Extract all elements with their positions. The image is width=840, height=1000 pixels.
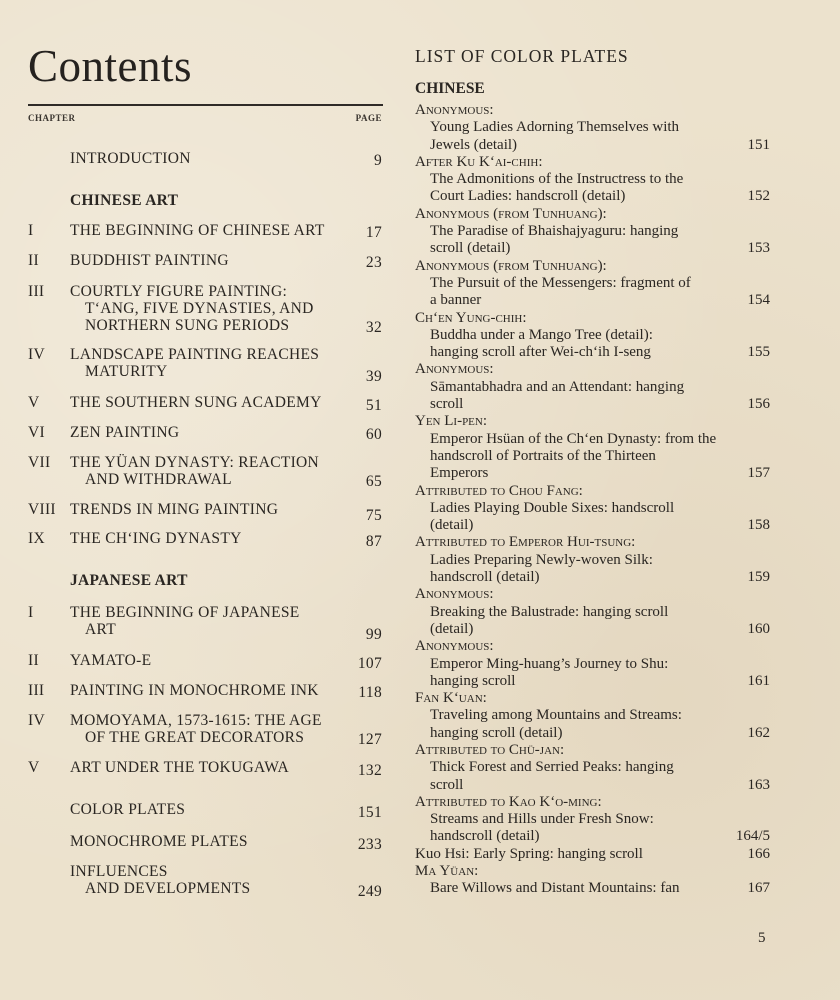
plate-number: 153 [747, 240, 770, 257]
toc-entry-number: VII [28, 454, 51, 471]
plate-description: Ladies Playing Double Sixes: handscroll [430, 499, 675, 516]
plate-entry [415, 638, 770, 690]
plate-description-end: Kuo Hsi: Early Spring: hanging scroll [415, 845, 643, 862]
toc-entry-title: ART UNDER THE TOKUGAWA [70, 759, 289, 776]
section-heading-chinese-art: CHINESE ART [70, 192, 179, 209]
plate-entry [415, 206, 770, 258]
toc-entry-number: IX [28, 530, 45, 547]
toc-entry-page: 75 [365, 507, 382, 524]
plate-description-end: handscroll (detail) [430, 569, 540, 586]
plate-entry [415, 846, 770, 863]
plate-last-line [415, 569, 770, 586]
plate-entry [415, 534, 770, 586]
color-plates-list [415, 102, 770, 898]
plate-description: Young Ladies Adorning Themselves with [430, 119, 680, 136]
plate-last-line [415, 880, 770, 897]
toc-entry-title: YAMATO-E [70, 652, 152, 669]
toc-entry-title: THE CH‘ING DYNASTY [70, 530, 242, 547]
plate-description: Sāmantabhadra and an Attendant: hanging [430, 378, 685, 395]
plate-description-end: Bare Willows and Distant Mountains: fan [430, 880, 680, 897]
toc-entry-title-continued: AND WITHDRAWAL [85, 471, 232, 488]
plate-number: 152 [747, 188, 770, 205]
plate-number: 159 [747, 569, 770, 586]
plate-description-end: Jewels (detail) [430, 136, 518, 153]
title-rule [28, 104, 383, 106]
plate-description-end: handscroll (detail) [430, 828, 540, 845]
toc-entry-title: INTRODUCTION [70, 150, 191, 167]
plate-description: Traveling among Mountains and Streams: [430, 707, 682, 724]
toc-entry-page: 151 [357, 804, 382, 821]
plate-artist: Anonymous (from Tunhuang): [415, 205, 607, 222]
plate-number: 154 [747, 292, 770, 309]
toc-entry-number: II [28, 652, 39, 669]
plate-description-end: (detail) [430, 620, 474, 637]
plate-last-line [415, 517, 770, 534]
plate-number: 163 [747, 776, 770, 793]
plate-description-end: Court Ladies: handscroll (detail) [430, 188, 626, 205]
toc-entry-page: 118 [358, 684, 382, 701]
plate-number: 151 [747, 136, 770, 153]
toc-entry-title-continued: T‘ANG, FIVE DYNASTIES, AND NORTHERN SUNG PERIODS [85, 300, 314, 334]
plate-description-end: hanging scroll after Wei-ch‘ih I-seng [430, 344, 651, 361]
plate-description-end: (detail) [430, 517, 474, 534]
toc-entry-page: 60 [365, 426, 382, 443]
toc-entry-title: MOMOYAMA, 1573-1615: THE AGE [70, 712, 322, 729]
toc-entry-page: 65 [365, 473, 382, 490]
toc-entry-page: 233 [357, 836, 382, 853]
toc-entry-page: 99 [365, 626, 382, 643]
toc-entry-title: THE SOUTHERN SUNG ACADEMY [70, 394, 322, 411]
toc-entry-page: 107 [357, 655, 382, 672]
plate-last-line [415, 240, 770, 257]
toc-entry-page: 9 [373, 152, 382, 169]
plate-last-line [415, 673, 770, 690]
section-heading-japanese-art: JAPANESE ART [70, 572, 188, 589]
toc-entry-title: THE BEGINNING OF CHINESE ART [70, 222, 325, 239]
toc-entry-page: 127 [357, 731, 382, 748]
plate-description: The Admonitions of the Instructress to the [430, 171, 684, 188]
toc-entry-title-continued: ART [85, 621, 116, 638]
plate-description: The Pursuit of the Messengers: fragment of [430, 274, 691, 291]
toc-entry-page: 32 [365, 319, 382, 336]
plate-description-end: scroll [430, 776, 464, 793]
plate-artist: Ch‘en Yung-chih: [415, 309, 527, 326]
plate-artist: After Ku K‘ai-chih: [415, 153, 543, 170]
plate-description: Emperor Ming-huang’s Journey to Shu: [430, 655, 669, 672]
toc-entry-title: COLOR PLATES [70, 801, 186, 818]
plate-entry [415, 154, 770, 206]
plate-last-line [415, 396, 770, 413]
plate-description: Buddha under a Mango Tree (detail): [430, 326, 653, 343]
plate-artist: Attributed to Kao K‘o-ming: [415, 793, 602, 810]
plate-description-end: scroll [430, 396, 464, 413]
plate-number: 156 [747, 396, 770, 413]
plate-description: Ladies Preparing Newly-woven Silk: [430, 551, 653, 568]
toc-entry-number: III [28, 682, 45, 699]
plate-description-end: scroll (detail) [430, 240, 511, 257]
plate-artist: Attributed to Emperor Hui-tsung: [415, 534, 636, 551]
plate-description: The Paradise of Bhaishajyaguru: hanging [430, 223, 679, 240]
toc-entry-page: 132 [357, 762, 382, 779]
toc-entry-page: 39 [365, 368, 382, 385]
toc-entry-page: 51 [365, 397, 382, 414]
plate-description: Breaking the Balustrade: hanging scroll [430, 603, 669, 620]
plate-number: 162 [747, 724, 770, 741]
plate-artist: Anonymous: [415, 361, 494, 378]
plate-last-line [415, 137, 770, 154]
toc-entry-title: COURTLY FIGURE PAINTING: [70, 283, 288, 300]
plate-description: Thick Forest and Serried Peaks: hanging [430, 759, 674, 776]
toc-entry-title-wrap [70, 283, 355, 334]
toc-entry-number: IV [28, 712, 45, 729]
toc-entry-number: I [28, 222, 34, 239]
toc-entry-number: I [28, 604, 34, 621]
plate-artist: Ma Yüan: [415, 863, 479, 880]
toc-entry-page: 23 [365, 254, 382, 271]
plate-number: 167 [747, 880, 770, 897]
plate-description: Emperor Hsüan of the Ch‘en Dynasty: from the handscroll of Portraits of the Thirteen [430, 430, 717, 464]
toc-entry-title: INFLUENCES [70, 863, 168, 880]
plate-number: 157 [747, 465, 770, 482]
toc-entry-title-wrap [70, 346, 355, 380]
plate-artist: Anonymous: [415, 102, 494, 118]
toc-entry-title: THE BEGINNING OF JAPANESE [70, 604, 300, 621]
toc-entry-page: 87 [365, 533, 382, 550]
plate-description-end: hanging scroll (detail) [430, 724, 563, 741]
plate-last-line [415, 188, 770, 205]
plate-number: 158 [747, 517, 770, 534]
toc-entry-title: ZEN PAINTING [70, 424, 180, 441]
page-title: Contents [28, 41, 193, 91]
chapter-column-header: CHAPTER [28, 113, 76, 123]
plate-entry [415, 102, 770, 154]
plate-entry [415, 413, 770, 482]
toc-entry-page: 17 [365, 224, 382, 241]
toc-entry-number: V [28, 759, 40, 776]
plate-artist: Yen Li-pen: [415, 413, 488, 430]
plate-artist: Fan K‘uan: [415, 690, 487, 707]
page-number: 5 [758, 930, 766, 946]
plate-entry [415, 742, 770, 794]
plate-entry [415, 258, 770, 310]
plate-entry [415, 863, 770, 898]
plate-description-end: Emperors [430, 465, 489, 482]
toc-entry-number: V [28, 394, 40, 411]
plate-last-line [415, 846, 770, 863]
plate-last-line [415, 344, 770, 361]
plate-last-line [415, 292, 770, 309]
toc-entry-title: LANDSCAPE PAINTING REACHES [70, 346, 320, 363]
plate-number: 166 [747, 845, 770, 862]
toc-entry-number: VIII [28, 501, 56, 518]
plate-description: Streams and Hills under Fresh Snow: [430, 811, 654, 828]
plate-entry [415, 483, 770, 535]
plate-last-line [415, 777, 770, 794]
toc-entry-number: II [28, 252, 39, 269]
plate-description-end: a banner [430, 292, 482, 309]
plate-number: 161 [747, 672, 770, 689]
plate-number: 164/5 [735, 828, 770, 845]
toc-entry-title: TRENDS IN MING PAINTING [70, 501, 279, 518]
plate-last-line [415, 465, 770, 482]
toc-entry-title-continued: OF THE GREAT DECORATORS [85, 729, 305, 746]
toc-entry-page: 249 [357, 883, 382, 900]
plate-number: 160 [747, 620, 770, 637]
plate-entry [415, 310, 770, 362]
toc-entry-title-wrap [70, 712, 355, 746]
plate-artist: Anonymous (from Tunhuang): [415, 257, 607, 274]
plate-artist: Attributed to Chü-jan: [415, 741, 565, 758]
toc-entry-title: MONOCHROME PLATES [70, 833, 248, 850]
toc-entry-title: THE YÜAN DYNASTY: REACTION [70, 454, 320, 471]
page-column-header: PAGE [355, 113, 382, 123]
toc-entry-number: IV [28, 346, 45, 363]
plate-last-line [415, 621, 770, 638]
plate-number: 155 [747, 344, 770, 361]
toc-entry-title: BUDDHIST PAINTING [70, 252, 229, 269]
plate-artist: Anonymous: [415, 638, 494, 655]
plate-entry [415, 586, 770, 638]
plate-last-line [415, 725, 770, 742]
plate-artist: Anonymous: [415, 586, 494, 603]
plate-last-line [415, 828, 770, 845]
toc-entry-title-continued: MATURITY [85, 363, 168, 380]
plate-entry [415, 361, 770, 413]
toc-entry-title-wrap [70, 604, 355, 638]
plate-entry [415, 690, 770, 742]
plate-entry [415, 794, 770, 846]
toc-entry-number: III [28, 283, 45, 300]
toc-entry-title-continued: AND DEVELOPMENTS [85, 880, 251, 897]
section-heading-chinese: CHINESE [415, 80, 485, 97]
toc-entry-title-wrap [70, 454, 355, 488]
toc-entry-number: VI [28, 424, 45, 441]
toc-entry-title: PAINTING IN MONOCHROME INK [70, 682, 319, 699]
list-of-color-plates-title: LIST OF COLOR PLATES [415, 46, 629, 66]
plate-artist: Attributed to Chou Fang: [415, 482, 583, 499]
toc-entry-title-wrap [70, 863, 355, 897]
plate-description-end: hanging scroll [430, 672, 516, 689]
